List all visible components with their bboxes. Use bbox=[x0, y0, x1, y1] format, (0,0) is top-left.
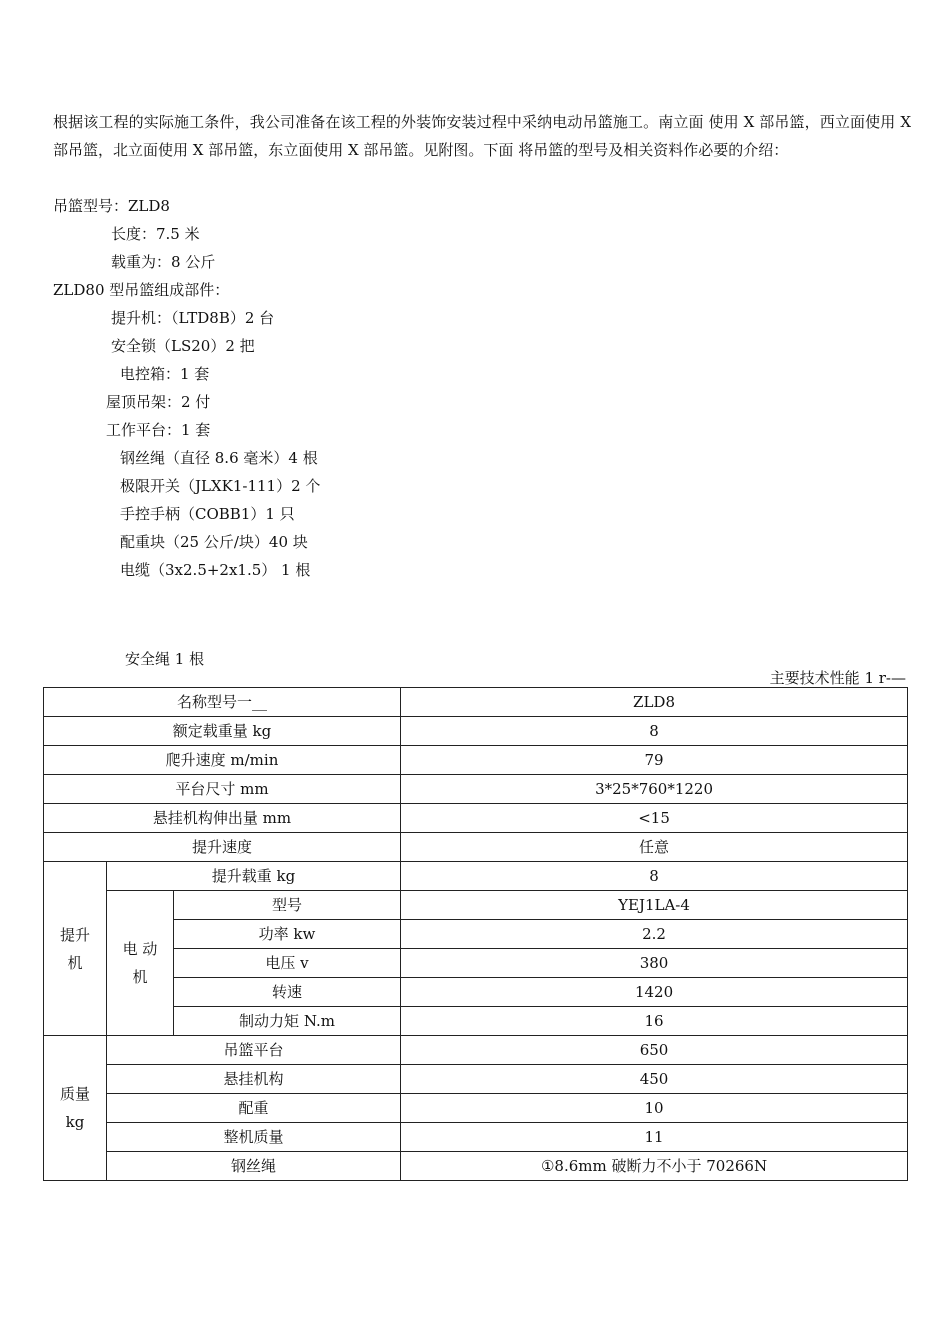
component-item: 手控手柄（COBB1）1 只 bbox=[120, 505, 295, 523]
spec-label: 提升速度 bbox=[44, 833, 401, 862]
model-title: 吊篮型号：ZLD8 bbox=[53, 197, 170, 215]
table-row bbox=[44, 746, 908, 775]
spec-value: 16 bbox=[401, 1007, 908, 1036]
spec-value: 11 bbox=[401, 1123, 908, 1152]
spec-value: 650 bbox=[401, 1036, 908, 1065]
spec-value: 1420 bbox=[401, 978, 908, 1007]
table-row bbox=[44, 978, 908, 1007]
table-row bbox=[44, 862, 908, 891]
table-row bbox=[44, 804, 908, 833]
hoist-group-label: 提升 机 bbox=[44, 862, 107, 1036]
table-row bbox=[44, 833, 908, 862]
component-item: 屋顶吊架：2 付 bbox=[106, 393, 211, 411]
spec-label: 提升载重 kg bbox=[107, 862, 401, 891]
component-item: 电控箱：1 套 bbox=[120, 365, 210, 383]
spec-value: 450 bbox=[401, 1065, 908, 1094]
spec-value: ZLD8 bbox=[401, 688, 908, 717]
spec-value: ①8.6mm 破断力不小于 70266N bbox=[401, 1152, 908, 1181]
spec-label: 平台尺寸 mm bbox=[44, 775, 401, 804]
table-row bbox=[44, 1065, 908, 1094]
model-load: 载重为：8 公斤 bbox=[111, 253, 216, 271]
spec-label: 额定载重量 kg bbox=[44, 717, 401, 746]
table-row bbox=[44, 1152, 908, 1181]
table-row bbox=[44, 949, 908, 978]
spec-label: 爬升速度 m/min bbox=[44, 746, 401, 775]
table-row bbox=[44, 920, 908, 949]
spec-label: 悬挂机构伸出量 mm bbox=[44, 804, 401, 833]
spec-label: 转速 bbox=[174, 978, 401, 1007]
spec-label: 名称型号一__ bbox=[44, 688, 401, 717]
table-row bbox=[44, 717, 908, 746]
spec-table bbox=[43, 687, 908, 1181]
spec-value: 380 bbox=[401, 949, 908, 978]
spec-value: 8 bbox=[401, 862, 908, 891]
component-item: 工作平台：1 套 bbox=[106, 421, 211, 439]
spec-value: 79 bbox=[401, 746, 908, 775]
spec-value: 任意 bbox=[401, 833, 908, 862]
table-row bbox=[44, 1123, 908, 1152]
component-item: 电缆（3x2.5+2x1.5） 1 根 bbox=[120, 561, 311, 579]
tech-performance-caption: 主要技术性能 1 r-— bbox=[769, 669, 906, 687]
spec-label: 悬挂机构 bbox=[107, 1065, 401, 1094]
spec-value: 8 bbox=[401, 717, 908, 746]
spec-value: <15 bbox=[401, 804, 908, 833]
spec-label: 钢丝绳 bbox=[107, 1152, 401, 1181]
spec-value: 10 bbox=[401, 1094, 908, 1123]
spec-value: YEJ1LA-4 bbox=[401, 891, 908, 920]
motor-group-label: 电 动 机 bbox=[107, 891, 174, 1036]
component-item: 配重块（25 公斤/块）40 块 bbox=[120, 533, 308, 551]
spec-label: 整机质量 bbox=[107, 1123, 401, 1152]
safety-rope-line: 安全绳 1 根 bbox=[125, 650, 205, 668]
table-row bbox=[44, 1036, 908, 1065]
component-item: 安全锁（LS20）2 把 bbox=[111, 337, 255, 355]
spec-label: 制动力矩 N.m bbox=[174, 1007, 401, 1036]
mass-group-label: 质量 kg bbox=[44, 1036, 107, 1181]
spec-value: 2.2 bbox=[401, 920, 908, 949]
table-row bbox=[44, 1007, 908, 1036]
model-length: 长度：7.5 米 bbox=[111, 225, 200, 243]
spec-label: 配重 bbox=[107, 1094, 401, 1123]
intro-paragraph: 根据该工程的实际施工条件，我公司准备在该工程的外装饰安装过程中采纳电动吊篮施工。南立面 使用 X 部吊篮，西立面使用 X 部吊篮，北立面使用 X 部吊篮，东立面使用 X 部吊篮。见附图。下面 将吊篮的型号及相关资料作必要的介绍： bbox=[53, 113, 911, 159]
table-row bbox=[44, 775, 908, 804]
table-row bbox=[44, 1094, 908, 1123]
component-item: 钢丝绳（直径 8.6 毫米）4 根 bbox=[120, 449, 318, 467]
component-item: 极限开关（JLXK1-111）2 个 bbox=[120, 477, 321, 495]
spec-label: 电压 v bbox=[174, 949, 401, 978]
spec-label: 型号 bbox=[174, 891, 401, 920]
spec-label: 吊篮平台 bbox=[107, 1036, 401, 1065]
table-row bbox=[44, 688, 908, 717]
table-row bbox=[44, 891, 908, 920]
spec-value: 3*25*760*1220 bbox=[401, 775, 908, 804]
spec-label: 功率 kw bbox=[174, 920, 401, 949]
components-title: ZLD80 型吊篮组成部件： bbox=[53, 281, 230, 299]
component-item: 提升机：（LTD8B）2 台 bbox=[111, 309, 275, 327]
